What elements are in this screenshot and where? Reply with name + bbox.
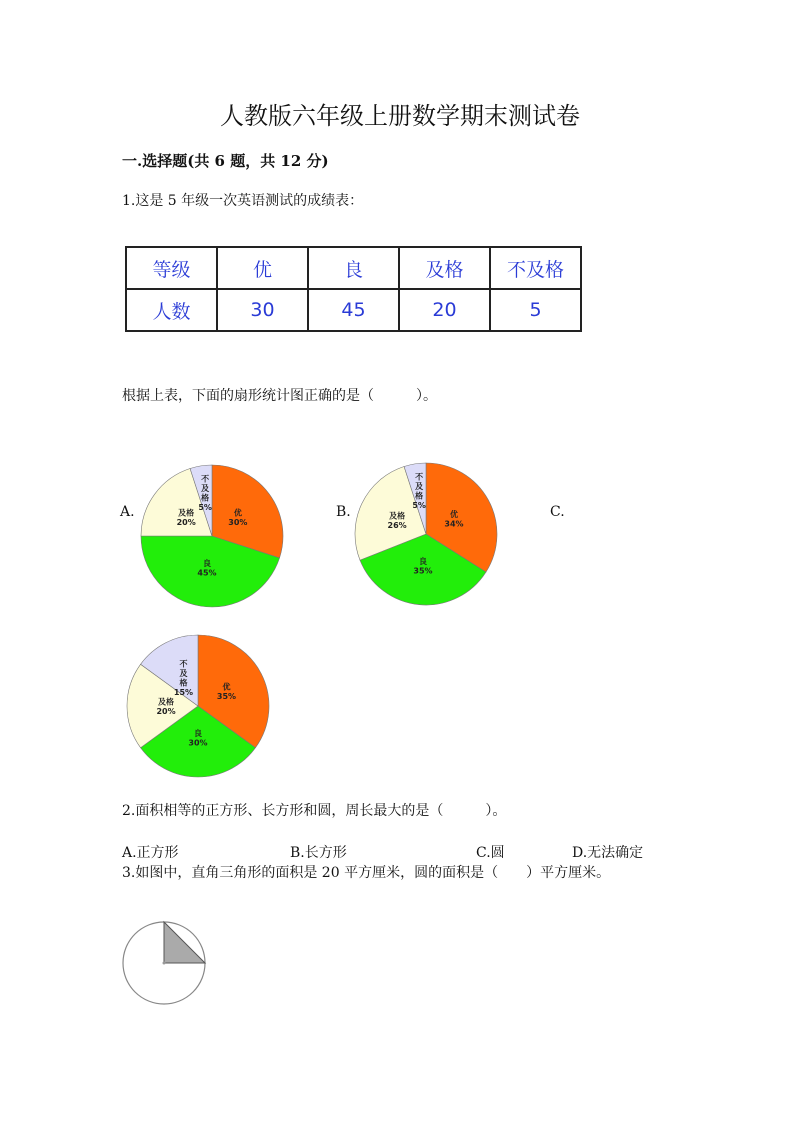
- center-point: [163, 962, 166, 965]
- table-cell: 30: [217, 289, 308, 331]
- question-2-text: 2.面积相等的正方形、长方形和圆，周长最大的是（ ）。: [122, 803, 507, 819]
- table-row: [126, 289, 581, 331]
- table-cell: 45: [308, 289, 399, 331]
- score-table: [125, 246, 582, 332]
- pie-label-text: 良: [194, 729, 202, 739]
- option-b-label: B.: [336, 504, 351, 520]
- pie-label-text: 格: [179, 678, 188, 688]
- section-heading: 一.选择题(共 6 题，共 12 分): [122, 152, 329, 170]
- pie-label-text: 35%: [216, 692, 237, 702]
- pie-chart-option-a: [138, 462, 286, 610]
- pie-label-text: 及: [201, 483, 210, 493]
- pie-label-text: 良: [203, 558, 212, 568]
- table-cell: 人数: [126, 289, 217, 331]
- option-a-label: A.: [120, 504, 135, 520]
- pie-label-text: 不: [179, 659, 188, 669]
- pie-chart-option-b: [352, 460, 500, 608]
- page-title: 人教版六年级上册数学期末测试卷: [220, 102, 580, 130]
- pie-label-text: 34%: [444, 519, 464, 529]
- pie-label-text: 及: [415, 481, 424, 491]
- pie-label-text: 及: [179, 668, 188, 678]
- table-cell: 20: [399, 289, 490, 331]
- question-3-text: 3.如图中，直角三角形的面积是 20 平方厘米，圆的面积是（ ）平方厘米。: [122, 865, 611, 881]
- pie-label-text: 及格: [178, 508, 195, 518]
- circle-triangle-figure: [120, 918, 212, 1008]
- pie-label-text: 不: [415, 472, 424, 482]
- pie-label-text: 45%: [197, 568, 217, 578]
- pie-label-text: 15%: [173, 687, 194, 697]
- table-cell: 及格: [399, 247, 490, 289]
- table-cell: 优: [217, 247, 308, 289]
- pie-label-text: 35%: [413, 566, 433, 576]
- option-a: A.正方形: [122, 845, 179, 861]
- table-cell: 良: [308, 247, 399, 289]
- pie-label-text: 5%: [412, 500, 426, 510]
- pie-label-text: 及格: [389, 511, 406, 521]
- pie-label-text: 格: [201, 493, 210, 503]
- pie-label-text: 20%: [156, 706, 176, 716]
- pie-label-text: 优: [222, 682, 231, 692]
- pie-label-text: 格: [415, 491, 424, 501]
- question-1-prompt: 根据上表，下面的扇形统计图正确的是（ ）。: [122, 388, 437, 404]
- pie-label-text: 20%: [176, 517, 196, 527]
- pie-label-text: 良: [418, 557, 427, 567]
- pie-label-jige: [177, 507, 196, 527]
- pie-label-jige: [388, 511, 407, 531]
- table-header-row: [126, 247, 581, 289]
- pie-label-text: 30%: [188, 738, 208, 748]
- question-1-text: 1.这是 5 年级一次英语测试的成绩表：: [122, 193, 364, 209]
- table-cell: 不及格: [490, 247, 581, 289]
- pie-label-text: 30%: [228, 517, 248, 527]
- option-c-label: C.: [550, 504, 565, 520]
- pie-label-text: 优: [233, 508, 242, 518]
- pie-label-jige: [156, 696, 175, 716]
- option-d: D.无法确定: [572, 845, 644, 861]
- table-cell: 等级: [126, 247, 217, 289]
- pie-label-text: 优: [449, 509, 458, 519]
- option-c: C.圆: [476, 845, 505, 861]
- pie-label-text: 26%: [387, 521, 407, 531]
- table-cell: 5: [490, 289, 581, 331]
- option-b: B.长方形: [290, 845, 347, 861]
- pie-chart-option-c: [124, 632, 272, 780]
- pie-label-text: 及格: [158, 697, 175, 707]
- pie-label-text: 不: [201, 474, 210, 484]
- pie-label-text: 5%: [198, 502, 212, 512]
